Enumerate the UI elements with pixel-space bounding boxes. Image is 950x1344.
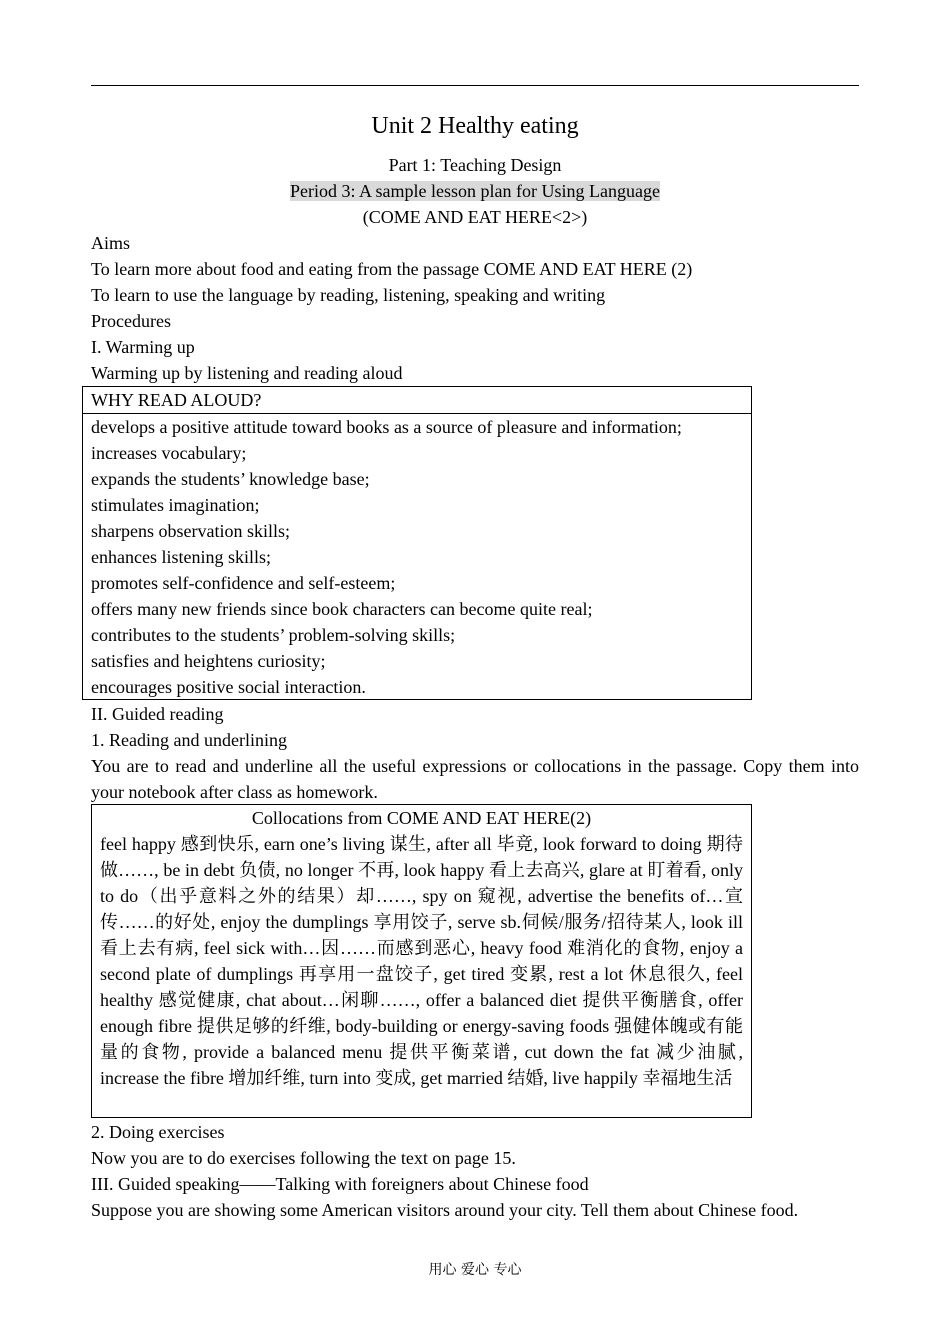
section-heading-guided-speaking: III. Guided speaking——Talking with foreigners about Chinese food [91,1174,589,1194]
list-item: sharpens observation skills; [91,521,290,541]
section-heading-guided-reading: II. Guided reading [91,704,224,724]
subtitle: (COME AND EAT HERE<2>) [362,207,588,227]
list-item: enhances listening skills; [91,547,271,567]
speaking-instructions: Suppose you are showing some American visitors around your city. Tell them about Chinese food. [91,1200,799,1220]
period-heading [0,178,950,204]
list-item: increases vocabulary; [91,443,247,463]
header-rule [91,85,859,86]
reading-instructions: You are to read and underline all the useful expressions or collocations in the passage. Copy them into your notebook after class as homework. [91,756,859,802]
warming-up-intro: Warming up by listening and reading aloud [91,363,403,383]
aims-heading: Aims [91,233,131,253]
list-item: develops a positive attitude toward books as a source of pleasure and information; [91,417,682,437]
aim-item: To learn more about food and eating from the passage COME AND EAT HERE (2) [91,259,693,279]
read-aloud-list [83,414,751,700]
page-footer: 用心 爱心 专心 [428,1262,522,1278]
step-heading-exercises: 2. Doing exercises [91,1122,225,1142]
page-title: Unit 2 Healthy eating [371,113,579,139]
collocations-body: feel happy 感到快乐, earn one’s living 谋生, after all 毕竟, look forward to doing 期待做……, be in debt 负债, no longer 不再, look happy 看上去高兴, glare at 盯着看, only to do（出乎意料之外的结果）却……, spy on 窥视, advertise the benefits of…宣传……的好处, enjoy the dumplings 享用饺子, serve sb.伺候/服务/招待某人, look ill 看上去有病, feel sick with…因……而感到恶心, heavy food 难消化的食物, enjoy a second plate of dumplings 再享用一盘饺子, get tired 变累, rest a lot 休息很久, feel healthy 感觉健康, chat about…闲聊……, offer a balanced diet 提供平衡膳食, offer enough fibre 提供足够的纤维, body-building or energy-saving foods 强健体魄或有能量的食物, provide a balanced menu 提供平衡菜谱, cut down the fat 减少油腻, increase the fibre 增加纤维, turn into 变成, get married 结婚, live happily 幸福地生活 [100,834,743,1088]
list-item: expands the students’ knowledge base; [91,469,370,489]
list-item: offers many new friends since book characters can become quite real; [91,599,593,619]
list-item: contributes to the students’ problem-solving skills; [91,625,456,645]
step-heading-reading: 1. Reading and underlining [91,730,287,750]
aim-item: To learn to use the language by reading, listening, speaking and writing [91,285,606,305]
procedures-heading: Procedures [91,311,171,331]
exercises-instructions: Now you are to do exercises following the text on page 15. [91,1148,516,1168]
period-heading-text: Period 3: A sample lesson plan for Using Language [290,181,660,201]
list-item: stimulates imagination; [91,495,260,515]
section-heading-warming-up: I. Warming up [91,337,195,357]
read-aloud-table [82,386,752,700]
collocations-heading: Collocations from COME AND EAT HERE(2) [251,808,592,828]
part-heading: Part 1: Teaching Design [388,155,562,175]
list-item: encourages positive social interaction. [91,677,366,697]
list-item: promotes self-confidence and self-esteem; [91,573,396,593]
collocations-table [91,804,752,1118]
list-item: satisfies and heightens curiosity; [91,651,326,671]
read-aloud-heading: WHY READ ALOUD? [83,387,751,414]
